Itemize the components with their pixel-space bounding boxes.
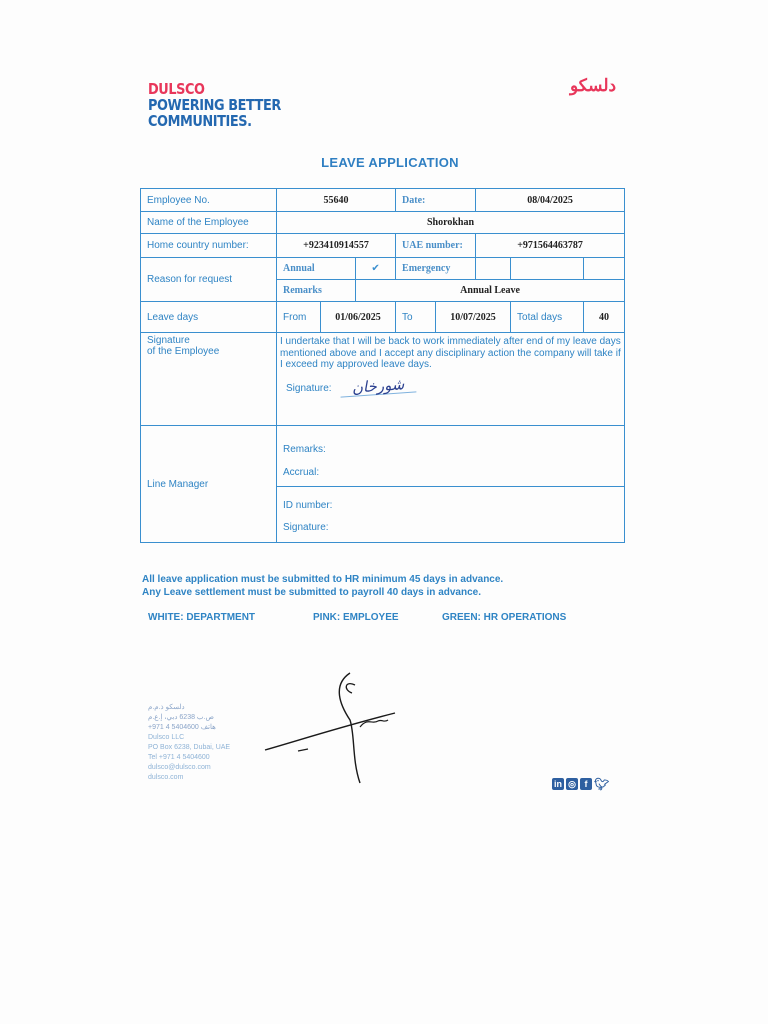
total-days-label: Total days bbox=[511, 302, 584, 333]
uae-number-label: UAE number: bbox=[396, 234, 476, 258]
copy-green: GREEN: HR OPERATIONS bbox=[442, 612, 567, 623]
total-days-value: 40 bbox=[584, 302, 625, 333]
home-number-value: +923410914557 bbox=[277, 234, 396, 258]
footer-ar-name: دلسكو ذ.م.م bbox=[148, 704, 185, 711]
signature-field-label: Signature: bbox=[286, 382, 332, 394]
reason-label: Reason for request bbox=[141, 258, 277, 302]
date-label: Date: bbox=[396, 189, 476, 212]
home-number-label: Home country number: bbox=[141, 234, 277, 258]
from-label: From bbox=[277, 302, 321, 333]
declaration-cell bbox=[277, 333, 625, 426]
annual-option-label: Annual bbox=[277, 258, 356, 280]
instagram-icon[interactable]: ◎ bbox=[566, 778, 578, 790]
footer-tel: Tel +971 4 5404600 bbox=[148, 754, 210, 761]
to-date-value: 10/07/2025 bbox=[436, 302, 511, 333]
leave-application-form bbox=[140, 188, 625, 543]
footer-company: Dulsco LLC bbox=[148, 734, 185, 741]
social-links bbox=[552, 777, 610, 791]
from-date-value: 01/06/2025 bbox=[321, 302, 396, 333]
annual-checkbox[interactable]: ✔ bbox=[356, 258, 396, 280]
footer-ar-phone: +971 4 5404600 هاتف bbox=[148, 724, 216, 731]
lm-signature-label[interactable]: Signature: bbox=[283, 522, 329, 533]
employee-no-value: 55640 bbox=[277, 189, 396, 212]
copy-pink: PINK: EMPLOYEE bbox=[313, 612, 399, 623]
lm-id-label[interactable]: ID number: bbox=[283, 500, 333, 511]
footer-email[interactable]: dulsco@dulsco.com bbox=[148, 764, 211, 771]
logo-tagline-2: COMMUNITIES. bbox=[148, 112, 252, 130]
footer-pobox: PO Box 6238, Dubai, UAE bbox=[148, 744, 231, 751]
uae-number-value: +971564463787 bbox=[476, 234, 625, 258]
twitter-icon[interactable]: 🐦︎ bbox=[594, 777, 610, 791]
logo-brand: DULSCO bbox=[148, 80, 205, 98]
logo-tagline-1: POWERING BETTER bbox=[148, 96, 281, 114]
footer-address bbox=[148, 703, 230, 783]
remarks-label: Remarks bbox=[277, 280, 356, 302]
blank-cell bbox=[584, 258, 625, 280]
note-line-2: Any Leave settlement must be submitted to payroll 40 days in advance. bbox=[142, 587, 481, 598]
line-manager-remarks-cell bbox=[277, 426, 625, 487]
manager-signature bbox=[260, 665, 400, 790]
to-label: To bbox=[396, 302, 436, 333]
employee-signature-label bbox=[141, 333, 277, 426]
submission-notes bbox=[142, 573, 503, 599]
footer-ar-pobox: ص.ب 6238 دبي، إ.ع.م bbox=[148, 714, 214, 721]
copy-white: WHITE: DEPARTMENT bbox=[148, 612, 256, 623]
emergency-option-label: Emergency bbox=[396, 258, 476, 280]
linkedin-icon[interactable]: in bbox=[554, 779, 562, 789]
line-manager-label: Line Manager bbox=[141, 426, 277, 543]
leave-days-label: Leave days bbox=[141, 302, 277, 333]
remarks-value: Annual Leave bbox=[356, 280, 625, 302]
signature-label-line1: Signature bbox=[147, 335, 190, 346]
lm-remarks-label[interactable]: Remarks: bbox=[283, 444, 326, 455]
line-manager-id-cell bbox=[277, 487, 625, 543]
employee-no-label: Employee No. bbox=[141, 189, 277, 212]
employee-signature-line bbox=[280, 374, 621, 397]
date-value: 08/04/2025 bbox=[476, 189, 625, 212]
facebook-icon[interactable]: f bbox=[580, 778, 592, 790]
employee-name-label: Name of the Employee bbox=[141, 212, 277, 234]
employee-signature: شورخان bbox=[339, 378, 416, 397]
blank-cell bbox=[511, 258, 584, 280]
lm-accrual-label[interactable]: Accrual: bbox=[283, 467, 320, 478]
company-logo bbox=[148, 81, 281, 129]
emergency-checkbox[interactable] bbox=[476, 258, 511, 280]
employee-name-value: Shorokhan bbox=[277, 212, 625, 234]
form-title: LEAVE APPLICATION bbox=[321, 155, 459, 170]
logo-arabic: دلسكو bbox=[570, 76, 617, 95]
declaration-text: I undertake that I will be back to work immediately after end of my leave days mentioned above and I accept any disciplinary action the company will take if I exceed my approved leave days. bbox=[280, 336, 621, 370]
signature-label-line2: of the Employee bbox=[147, 346, 220, 357]
footer-web[interactable]: dulsco.com bbox=[148, 774, 184, 781]
note-line-1: All leave application must be submitted to HR minimum 45 days in advance. bbox=[142, 574, 504, 585]
